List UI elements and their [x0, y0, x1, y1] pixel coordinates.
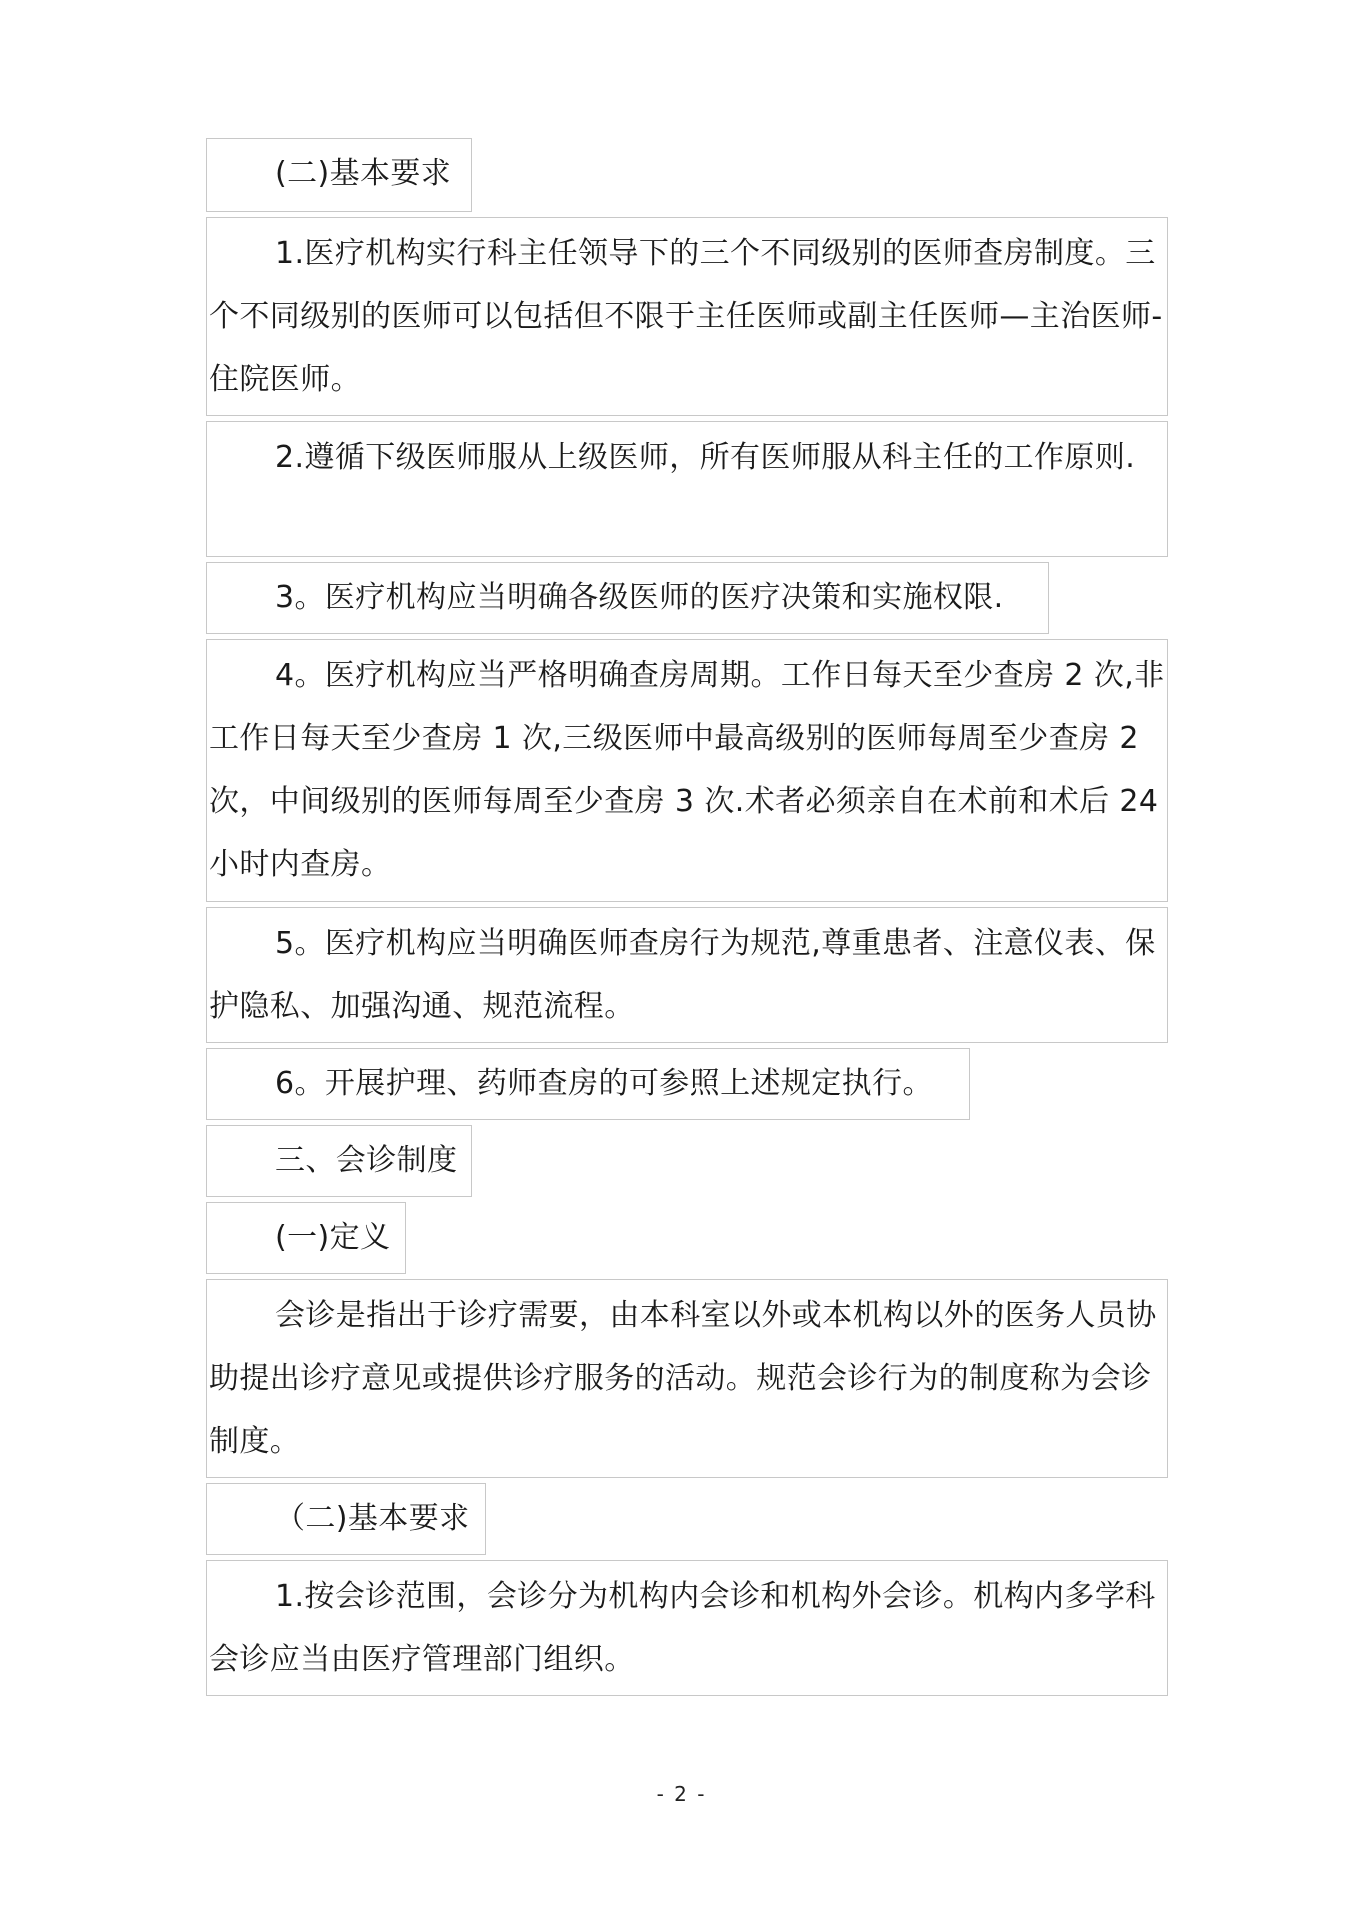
paragraph-rounds-system: 1.医疗机构实行科主任领导下的三个不同级别的医师查房制度。三个不同级别的医师可以包括但不限于主任医师或副主任医师—主治医师-住院医师。 [206, 217, 1168, 416]
section-heading-consultation-requirements: （二)基本要求 [206, 1483, 486, 1555]
paragraph-consultation-definition: 会诊是指出于诊疗需要，由本科室以外或本机构以外的医务人员协助提出诊疗意见或提供诊疗服务的活动。规范会诊行为的制度称为会诊制度。 [206, 1279, 1168, 1478]
paragraph-work-principle: 2.遵循下级医师服从上级医师，所有医师服从科主任的工作原则. [206, 421, 1168, 557]
section-heading-definition: (一)定义 [206, 1202, 406, 1274]
page-number: - 2 - [656, 1782, 707, 1806]
paragraph-rounds-frequency: 4。医疗机构应当严格明确查房周期。工作日每天至少查房 2 次,非工作日每天至少查房 1 次,三级医师中最高级别的医师每周至少查房 2 次，中间级别的医师每周至少查房 3 次.术者必须亲自在术前和术后 24 小时内查房。 [206, 639, 1168, 902]
section-heading-basic-requirements: (二)基本要求 [206, 138, 472, 212]
section-heading-consultation-system: 三、会诊制度 [206, 1125, 472, 1197]
paragraph-consultation-scope: 1.按会诊范围，会诊分为机构内会诊和机构外会诊。机构内多学科会诊应当由医疗管理部门组织。 [206, 1560, 1168, 1696]
paragraph-nursing-pharmacy-rounds: 6。开展护理、药师查房的可参照上述规定执行。 [206, 1048, 970, 1120]
paragraph-decision-authority: 3。医疗机构应当明确各级医师的医疗决策和实施权限. [206, 562, 1049, 634]
paragraph-rounds-conduct: 5。医疗机构应当明确医师查房行为规范,尊重患者、注意仪表、保护隐私、加强沟通、规范流程。 [206, 907, 1168, 1043]
